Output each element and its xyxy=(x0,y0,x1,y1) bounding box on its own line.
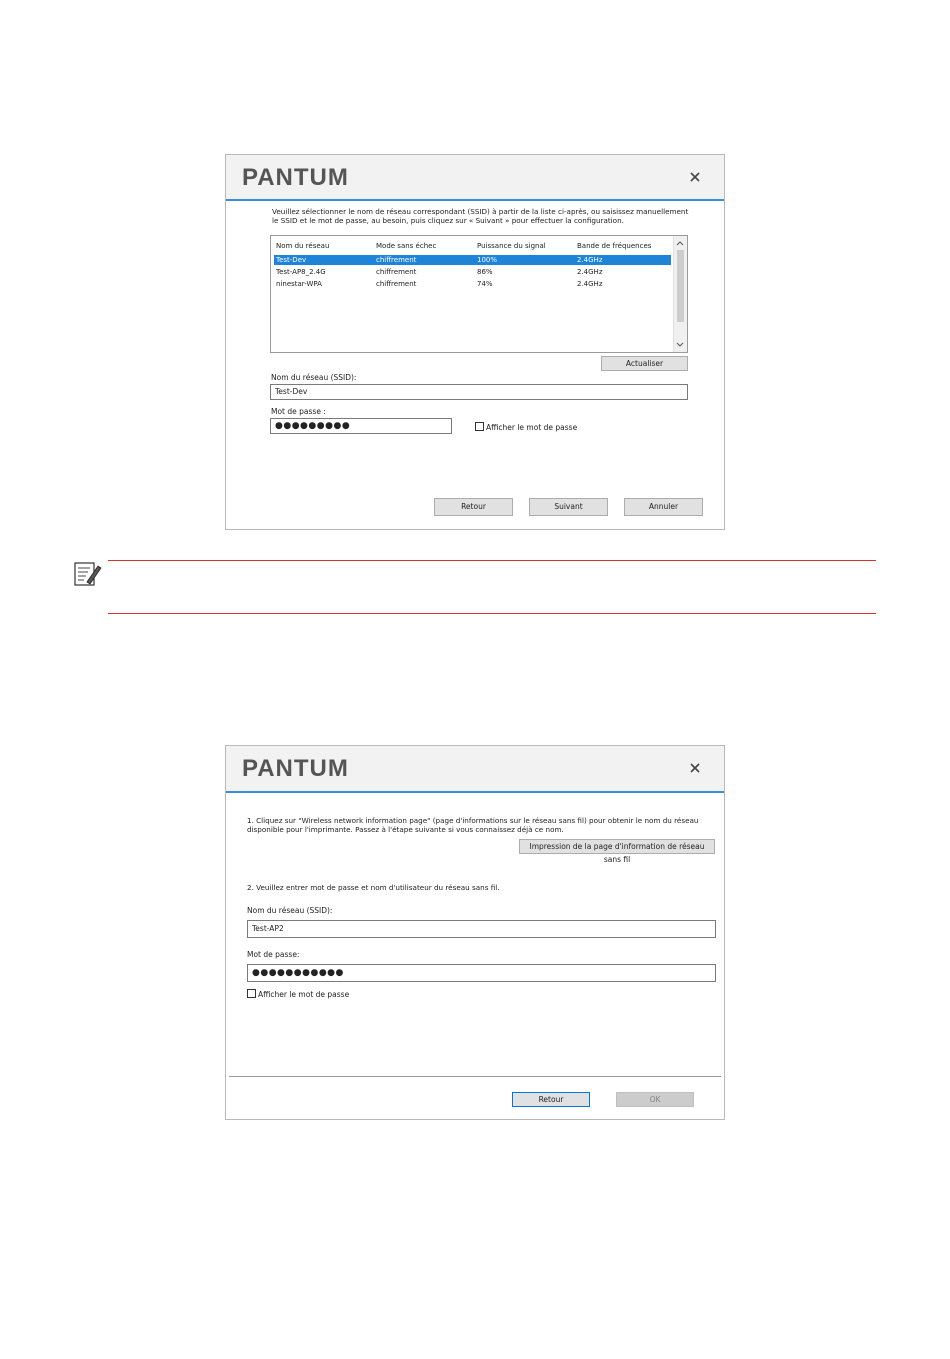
step1-text: 1. Cliquez sur "Wireless network information page" (page d'informations sur le réseau sans fil) pour obtenir le nom du réseau disponible pour l'imprimante. Passez à l'étape suivante si vous connaissez déjà ce nom. xyxy=(247,816,699,834)
close-button[interactable] xyxy=(684,757,706,779)
svg-text:PANTUM: PANTUM xyxy=(242,756,349,780)
wifi-network-select-dialog xyxy=(225,154,725,530)
network-band: 2.4GHz xyxy=(577,256,603,264)
instruction-text: Veuillez sélectionner le nom de réseau correspondant (SSID) à partir de la liste ci-après, ou saisissez manuellement le SSID et le mot de passe, au besoin, puis cliquez sur « Suivant » pour effectuer la configuration. xyxy=(272,207,689,225)
column-header-signal[interactable]: Puissance du signal xyxy=(477,242,546,250)
network-name: Test-AP8_2.4G xyxy=(276,268,326,276)
step2-text: 2. Veuillez entrer mot de passe et nom d'utilisateur du réseau sans fil. xyxy=(247,883,500,892)
scrollbar-thumb[interactable] xyxy=(677,250,684,322)
network-name: Test-Dev xyxy=(276,256,307,264)
chevron-up-icon[interactable] xyxy=(674,238,686,248)
column-header-mode[interactable]: Mode sans échec xyxy=(376,242,437,250)
network-mode: chiffrement xyxy=(376,256,417,264)
refresh-button[interactable]: Actualiser xyxy=(601,356,688,371)
ssid-input[interactable]: Test-AP2 xyxy=(247,920,716,938)
password-input[interactable]: ●●●●●●●●● xyxy=(270,418,452,434)
network-row[interactable] xyxy=(274,279,671,289)
ok-button[interactable]: OK xyxy=(616,1092,694,1107)
wifi-manual-entry-dialog xyxy=(225,745,725,1120)
close-button[interactable] xyxy=(684,166,706,188)
network-mode: chiffrement xyxy=(376,280,417,288)
password-label: Mot de passe : xyxy=(271,407,326,416)
network-band: 2.4GHz xyxy=(577,280,603,288)
cancel-button[interactable]: Annuler xyxy=(624,498,703,516)
note-pencil-icon xyxy=(72,560,102,590)
header-accent-rule xyxy=(226,199,724,201)
column-header-name[interactable]: Nom du réseau xyxy=(276,242,330,250)
close-icon xyxy=(684,757,706,779)
network-row[interactable] xyxy=(274,267,671,277)
print-info-page-button[interactable]: Impression de la page d'information de réseau sans fil xyxy=(519,839,715,854)
network-name: ninestar-WPA xyxy=(276,280,322,288)
list-scrollbar[interactable] xyxy=(673,236,687,352)
show-password-checkbox[interactable] xyxy=(247,989,256,998)
show-password-label[interactable]: Afficher le mot de passe xyxy=(486,423,578,432)
ssid-input[interactable]: Test-Dev xyxy=(270,384,688,400)
note-bottom-rule xyxy=(108,613,876,614)
back-button[interactable]: Retour xyxy=(512,1092,590,1107)
footer-separator xyxy=(229,1076,721,1077)
close-icon xyxy=(684,166,706,188)
network-mode: chiffrement xyxy=(376,268,417,276)
show-password-checkbox[interactable] xyxy=(475,422,484,431)
network-band: 2.4GHz xyxy=(577,268,603,276)
back-button[interactable]: Retour xyxy=(434,498,513,516)
password-label: Mot de passe: xyxy=(247,950,300,959)
network-signal: 100% xyxy=(477,256,498,264)
pantum-logo xyxy=(242,756,382,780)
network-list[interactable] xyxy=(270,235,688,353)
next-button[interactable]: Suivant xyxy=(529,498,608,516)
svg-text:PANTUM: PANTUM xyxy=(242,165,349,189)
note-top-rule xyxy=(108,560,876,561)
show-password-label[interactable]: Afficher le mot de passe xyxy=(258,990,350,999)
ssid-label: Nom du réseau (SSID): xyxy=(247,906,333,915)
network-row[interactable] xyxy=(274,255,671,265)
pantum-logo xyxy=(242,165,382,189)
network-signal: 74% xyxy=(477,280,493,288)
dialog-header xyxy=(226,746,724,791)
password-input[interactable]: ●●●●●●●●●●● xyxy=(247,964,716,982)
header-accent-rule xyxy=(226,791,724,793)
dialog-header xyxy=(226,155,724,199)
chevron-down-icon[interactable] xyxy=(674,340,686,350)
network-signal: 86% xyxy=(477,268,493,276)
column-header-band[interactable]: Bande de fréquences xyxy=(577,242,652,250)
ssid-label: Nom du réseau (SSID): xyxy=(271,373,357,382)
